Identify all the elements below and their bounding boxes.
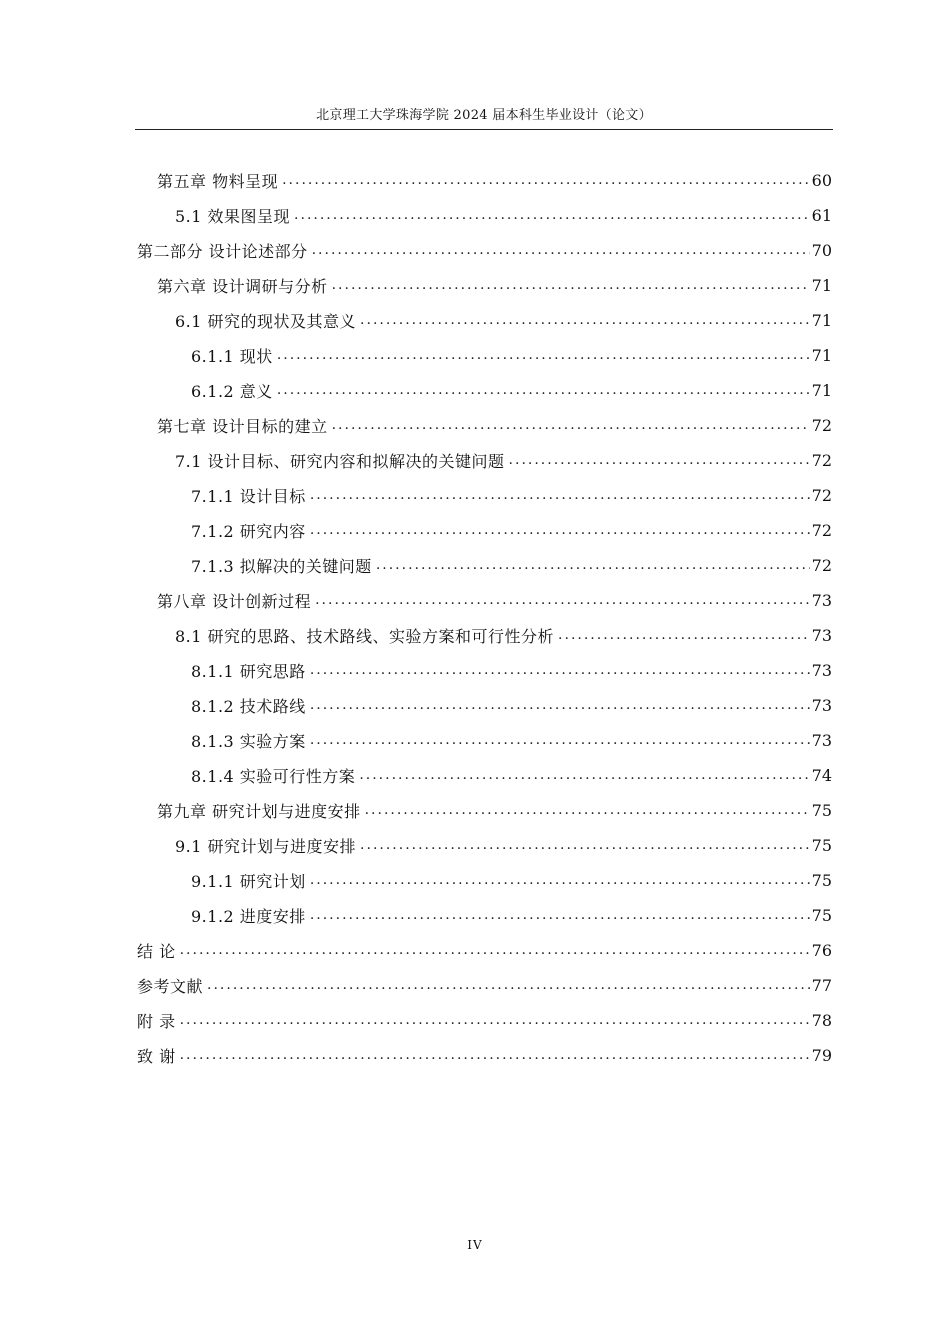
toc-entry-page: 73: [811, 626, 832, 645]
toc-entry-page: 75: [811, 871, 832, 890]
toc-leader-dots: [180, 933, 810, 968]
toc-entry[interactable]: [191, 513, 832, 548]
toc-leader-dots: [310, 723, 810, 758]
toc-leader-dots: [365, 793, 810, 828]
toc-entry-title: 7.1.3 拟解决的关键问题: [191, 557, 372, 576]
toc-entry-title: 6.1.1 现状: [191, 347, 273, 366]
toc-entry-page: 77: [811, 976, 832, 995]
toc-entry-title: 7.1.1 设计目标: [191, 487, 306, 506]
toc-entry-page: 75: [811, 906, 832, 925]
toc-entry-page: 72: [811, 521, 832, 540]
toc-entry-title: 8.1.3 实验方案: [191, 732, 306, 751]
toc-entry[interactable]: [137, 1003, 832, 1038]
toc-leader-dots: [282, 163, 810, 198]
toc-entry[interactable]: [191, 653, 832, 688]
toc-entry-title: 9.1.1 研究计划: [191, 872, 306, 891]
toc-leader-dots: [310, 898, 810, 933]
toc-entry-page: 73: [811, 696, 832, 715]
toc-entry-title: 5.1 效果图呈现: [175, 207, 291, 226]
toc-leader-dots: [360, 303, 810, 338]
toc-entry-page: 60: [811, 171, 832, 190]
toc-entry[interactable]: [157, 163, 832, 198]
toc-entry-title: 9.1.2 进度安排: [191, 907, 306, 926]
toc-entry-title: 7.1.2 研究内容: [191, 522, 306, 541]
toc-leader-dots: [310, 513, 810, 548]
toc-entry-page: 73: [811, 731, 832, 750]
toc-entry[interactable]: [191, 338, 832, 373]
toc-entry-title: 参考文献: [137, 977, 204, 996]
toc-entry-title: 第五章 物料呈现: [157, 172, 279, 191]
toc-entry-page: 70: [811, 241, 832, 260]
toc-entry-page: 75: [811, 801, 832, 820]
toc-leader-dots: [277, 373, 810, 408]
toc-leader-dots: [360, 828, 810, 863]
toc-entry-page: 79: [811, 1046, 832, 1065]
toc-entry[interactable]: [191, 373, 832, 408]
toc-entry-title: 附 录: [137, 1012, 176, 1031]
toc-entry[interactable]: [175, 443, 832, 478]
toc-entry-page: 73: [811, 591, 832, 610]
toc-entry-page: 72: [811, 556, 832, 575]
toc-entry-title: 第六章 设计调研与分析: [157, 277, 328, 296]
toc-entry-page: 72: [811, 416, 832, 435]
toc-entry[interactable]: [157, 408, 832, 443]
toc-entry-title: 第七章 设计目标的建立: [157, 417, 328, 436]
toc-entry-title: 8.1 研究的思路、技术路线、实验方案和可行性分析: [175, 627, 555, 646]
toc-leader-dots: [310, 653, 810, 688]
toc-entry-title: 结 论: [137, 942, 176, 961]
toc-entry-page: 71: [811, 381, 832, 400]
toc-entry[interactable]: [191, 688, 832, 723]
toc-entry-page: 73: [811, 661, 832, 680]
toc-leader-dots: [509, 443, 810, 478]
toc-entry-page: 76: [811, 941, 832, 960]
toc-leader-dots: [310, 688, 810, 723]
toc-entry[interactable]: [191, 548, 832, 583]
toc-leader-dots: [207, 968, 810, 1003]
toc-leader-dots: [294, 198, 810, 233]
toc-leader-dots: [277, 338, 810, 373]
toc-entry-page: 78: [811, 1011, 832, 1030]
toc-entry[interactable]: [191, 863, 832, 898]
toc-leader-dots: [180, 1003, 810, 1038]
toc-entry[interactable]: [157, 268, 832, 303]
toc-entry-page: 72: [811, 451, 832, 470]
toc-entry-title: 第二部分 设计论述部分: [137, 242, 308, 261]
toc-entry-page: 61: [811, 206, 832, 225]
toc-entry[interactable]: [157, 583, 832, 618]
toc-entry-page: 72: [811, 486, 832, 505]
toc-entry-page: 71: [811, 311, 832, 330]
toc-entry[interactable]: [175, 303, 832, 338]
header-title: 北京理工大学珠海学院 2024 届本科生毕业设计（论文）: [316, 108, 652, 123]
toc-entry[interactable]: [137, 233, 832, 268]
toc-leader-dots: [312, 233, 810, 268]
toc-entry-title: 第九章 研究计划与进度安排: [157, 802, 361, 821]
toc-entry-title: 6.1.2 意义: [191, 382, 273, 401]
toc-entry[interactable]: [157, 793, 832, 828]
toc-entry[interactable]: [191, 478, 832, 513]
toc-leader-dots: [359, 758, 809, 793]
toc-leader-dots: [558, 618, 810, 653]
toc-entry[interactable]: [191, 723, 832, 758]
toc-entry-title: 9.1 研究计划与进度安排: [175, 837, 357, 856]
page-header: [135, 103, 833, 130]
toc-entry[interactable]: [137, 933, 832, 968]
toc-entry[interactable]: [175, 198, 832, 233]
toc-entry-page: 74: [811, 766, 832, 785]
toc-entry[interactable]: [175, 828, 832, 863]
toc-leader-dots: [332, 408, 810, 443]
toc-entry-title: 8.1.1 研究思路: [191, 662, 306, 681]
toc-entry-title: 6.1 研究的现状及其意义: [175, 312, 357, 331]
toc-entry[interactable]: [137, 968, 832, 1003]
toc-entry[interactable]: [175, 618, 832, 653]
toc-leader-dots: [310, 863, 810, 898]
toc-entry-page: 71: [811, 276, 832, 295]
toc-leader-dots: [332, 268, 810, 303]
page-number: IV: [467, 1238, 483, 1252]
toc-entry-title: 7.1 设计目标、研究内容和拟解决的关键问题: [175, 452, 505, 471]
toc-leader-dots: [310, 478, 810, 513]
toc-entry-title: 8.1.4 实验可行性方案: [191, 767, 356, 786]
toc-entry-page: 71: [811, 346, 832, 365]
toc-entry[interactable]: [191, 758, 832, 793]
toc-entry-page: 75: [811, 836, 832, 855]
toc-leader-dots: [376, 548, 810, 583]
toc-leader-dots: [315, 583, 810, 618]
toc-leader-dots: [180, 1038, 810, 1073]
toc-entry-title: 第八章 设计创新过程: [157, 592, 312, 611]
toc-entry[interactable]: [191, 898, 832, 933]
toc-entry-title: 8.1.2 技术路线: [191, 697, 306, 716]
toc-entry[interactable]: [137, 1038, 832, 1073]
toc-entry-title: 致 谢: [137, 1047, 176, 1066]
